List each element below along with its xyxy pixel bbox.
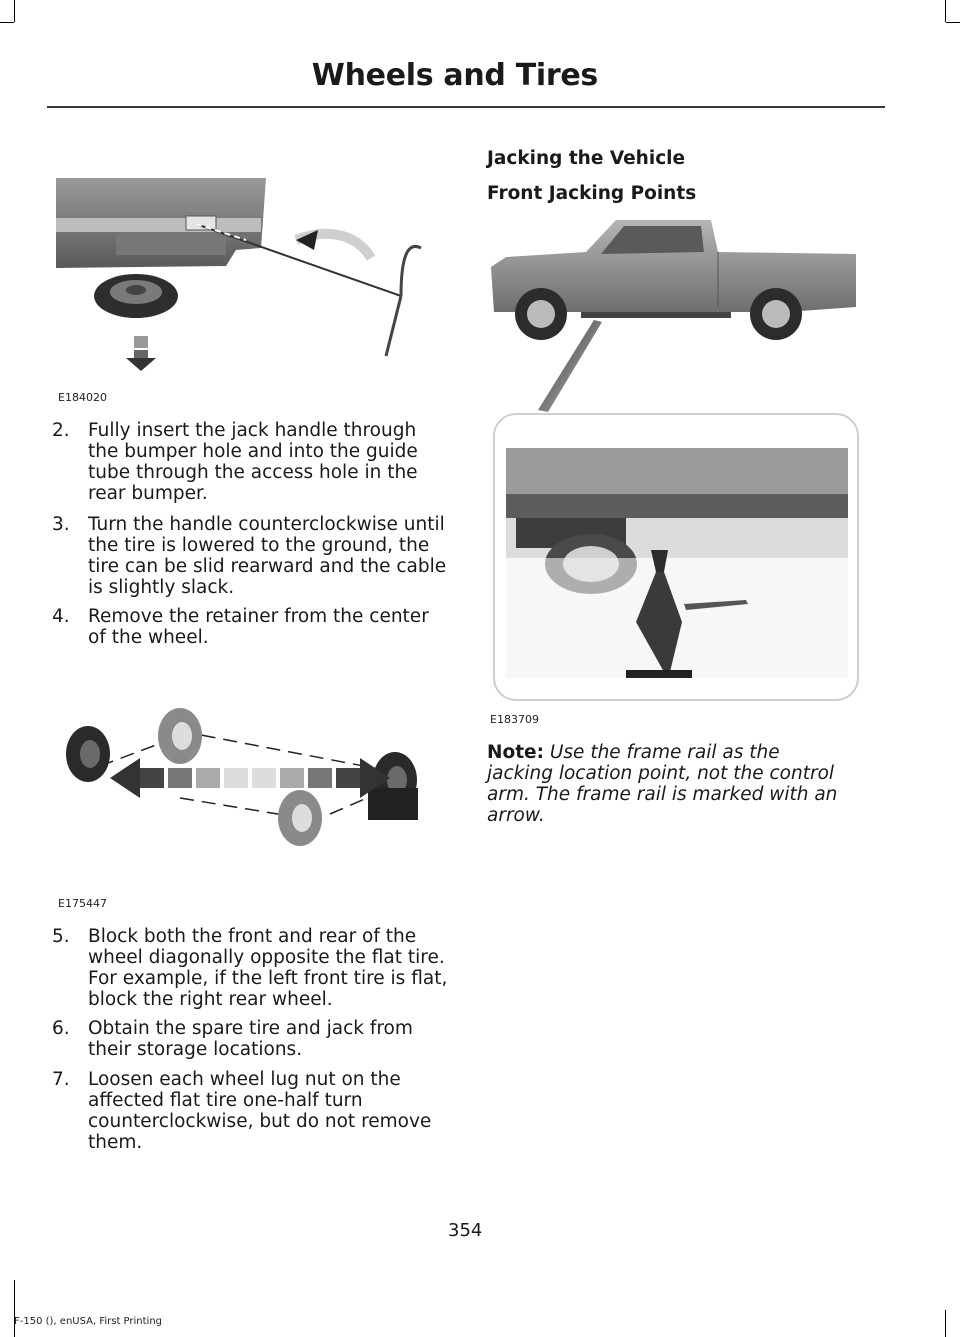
- step-number: 2.: [52, 420, 70, 441]
- header-divider: [47, 106, 885, 108]
- crop-mark: [945, 0, 946, 22]
- crop-mark: [0, 22, 14, 23]
- edition-footer: F-150 (), enUSA, First Printing: [14, 1316, 163, 1327]
- note-paragraph: [487, 742, 847, 826]
- figure-code: E184020: [58, 391, 107, 404]
- crop-mark: [14, 0, 15, 22]
- subsection-heading: Front Jacking Points: [487, 183, 697, 204]
- step-text: Loosen each wheel lug nut on the affected flat tire one-half turn counterclockwise, but do not remove them.: [88, 1069, 432, 1153]
- step-text: Turn the handle counterclockwise until the tire is lowered to the ground, the tire can be slid rearward and the cable is slightly slack.: [88, 514, 447, 598]
- crop-mark: [946, 22, 960, 23]
- jacking-point-illustration: [486, 212, 866, 704]
- step-number: 5.: [52, 926, 70, 947]
- crop-mark: [945, 1310, 946, 1337]
- figure-code: E183709: [490, 713, 539, 726]
- step-text: Obtain the spare tire and jack from their storage locations.: [88, 1018, 413, 1060]
- note-text: Use the frame rail as the jacking location point, not the control arm. The frame rail is marked with an arrow.: [487, 742, 838, 826]
- crop-mark: [14, 1280, 15, 1337]
- step-text: Block both the front and rear of the wheel diagonally opposite the flat tire. For example, if the left front tire is flat, block the right rear wheel.: [88, 926, 448, 1010]
- step-number: 7.: [52, 1069, 70, 1090]
- spare-tire-illustration: [56, 178, 436, 378]
- page-number: 354: [448, 1220, 483, 1241]
- step-item: [52, 926, 452, 1010]
- page-title: Wheels and Tires: [311, 58, 598, 93]
- step-item: [52, 420, 452, 504]
- step-number: 4.: [52, 606, 70, 627]
- step-text: Fully insert the jack handle through the bumper hole and into the guide tube through the access hole in the rear bumper.: [88, 420, 418, 504]
- step-number: 3.: [52, 514, 70, 535]
- step-item: [52, 1069, 452, 1153]
- step-item: [52, 606, 452, 648]
- wheel-block-illustration: [60, 706, 430, 846]
- step-item: [52, 514, 452, 598]
- step-item: [52, 1018, 452, 1060]
- section-heading: Jacking the Vehicle: [487, 148, 686, 169]
- step-text: Remove the retainer from the center of the wheel.: [88, 606, 429, 648]
- figure-code: E175447: [58, 897, 107, 910]
- note-label: Note:: [487, 742, 544, 763]
- step-number: 6.: [52, 1018, 70, 1039]
